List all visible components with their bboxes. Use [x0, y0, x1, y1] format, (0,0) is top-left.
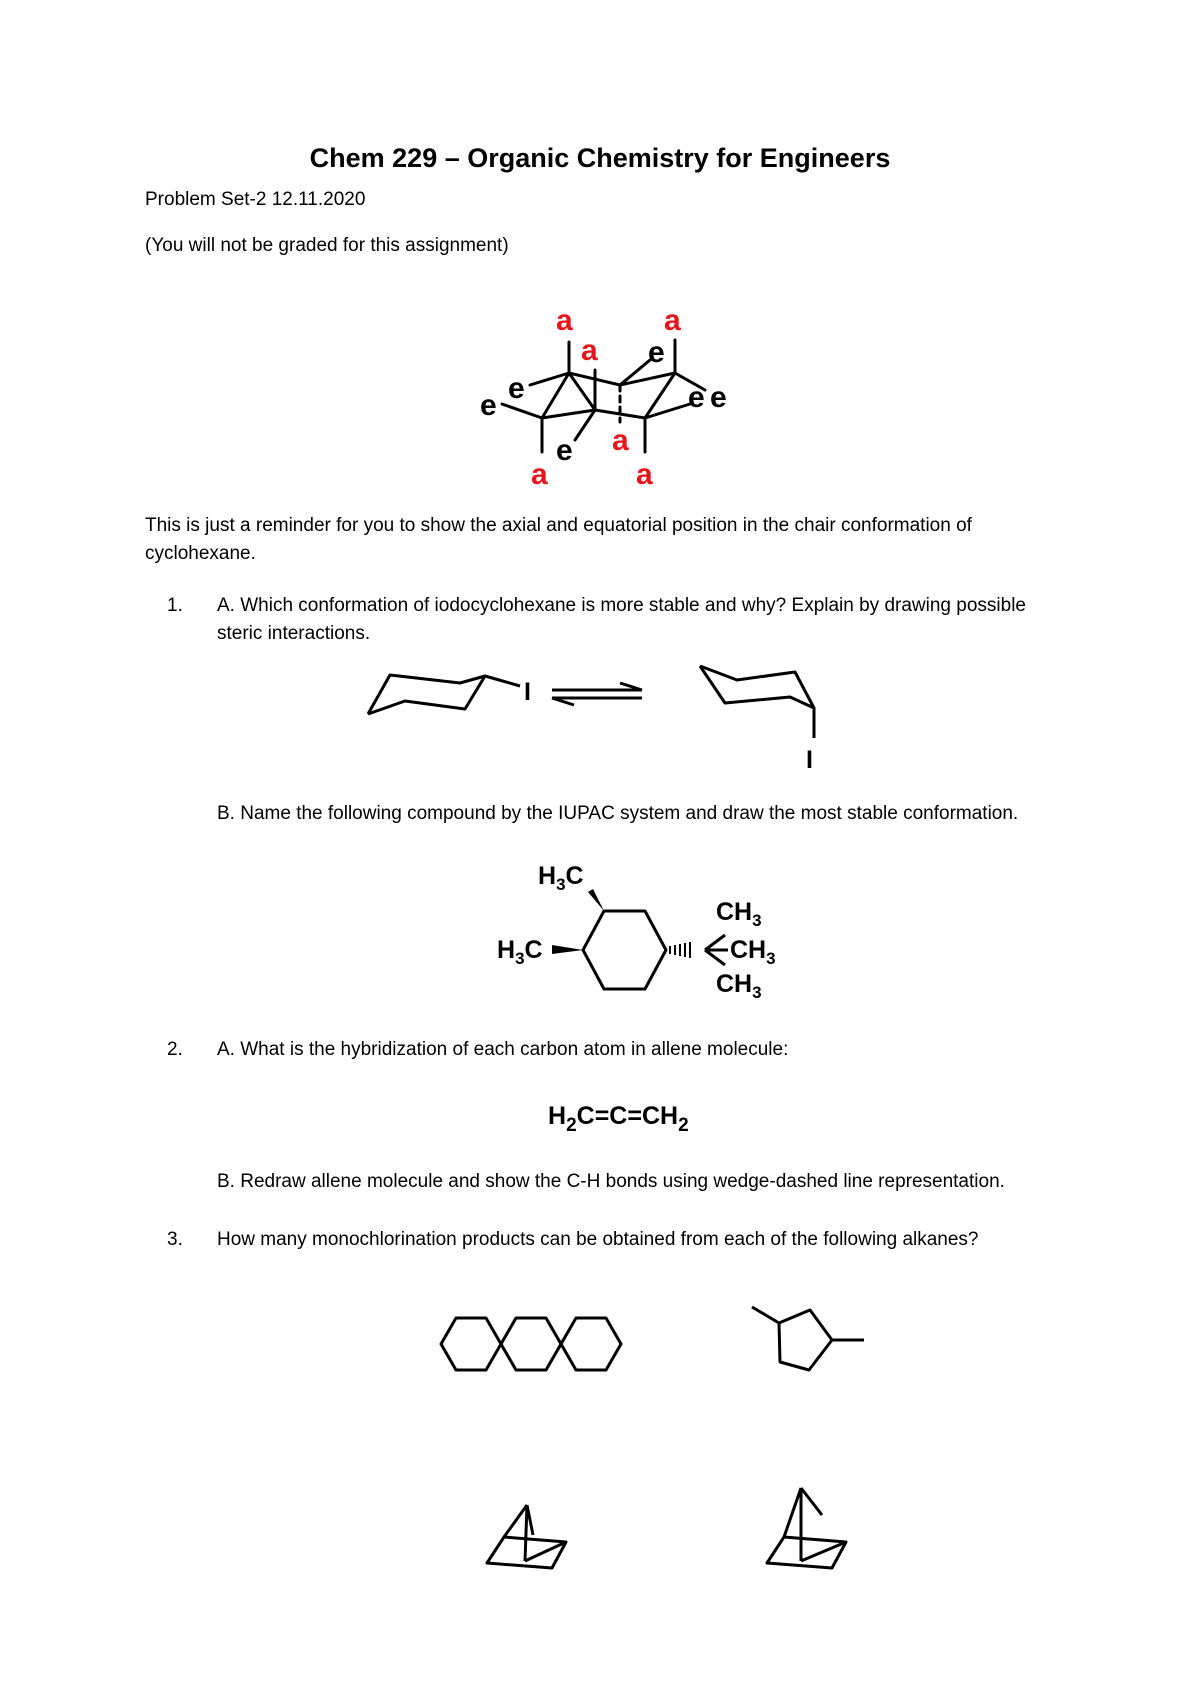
cyclopentane-ring [779, 1310, 832, 1370]
fused-ring [501, 1318, 561, 1370]
question-1a-text: A. Which conformation of iodocyclohexane is more stable and why? Explain by drawing possible steric interactions. [217, 595, 1026, 644]
grading-note: (You will not be graded for this assignment) [145, 235, 509, 256]
methyl-bond [752, 1307, 779, 1323]
axial-label: a [612, 424, 629, 457]
problem-set-date: Problem Set-2 12.11.2020 [145, 189, 366, 210]
norbornane-bond [525, 1505, 527, 1561]
axial-label: a [556, 304, 573, 337]
norbornane-bond [504, 1505, 527, 1537]
equatorial-label: e [688, 381, 705, 414]
methyl-label: $H_3C$ [497, 936, 543, 968]
equatorial-label: e [556, 434, 573, 467]
tbutyl-methyl-label: $CH_3$ [730, 936, 776, 968]
tbutyl-methyl-label: $CH_3$ [716, 898, 762, 930]
question-3-text: How many monochlorination products can be obtained from each of the following alkanes? [217, 1229, 979, 1250]
tbutyl-methyl-label: $CH_3$ [716, 970, 762, 1002]
equatorial-label: e [508, 372, 525, 405]
equatorial-label: e [710, 381, 727, 414]
question-1-number: 1. [167, 595, 183, 616]
axial-label: a [636, 458, 653, 491]
svg-text:H2C=C=CH2: $H_2C=C=CH_2$ [548, 1102, 689, 1136]
reminder-text: This is just a reminder for you to show the axial and equatorial position in the chair conformation of cyclohexane. [145, 515, 972, 564]
question-2a-text: A. What is the hybridization of each carbon atom in allene molecule: [217, 1039, 789, 1060]
axial-label: a [581, 334, 598, 367]
equatorial-label: e [480, 389, 497, 422]
question-3-number: 3. [167, 1229, 183, 1250]
question-2-number: 2. [167, 1039, 183, 1060]
axial-label: a [531, 458, 548, 491]
methyl-label: $H_3C$ [538, 862, 584, 894]
fused-ring [441, 1318, 501, 1370]
equatorial-label: e [648, 336, 665, 369]
norbornane-bond [801, 1488, 822, 1515]
norbornane-base [767, 1537, 846, 1568]
question-2b-text: B. Redraw allene molecule and show the C-H bonds using wedge-dashed line representation. [217, 1171, 1005, 1192]
norbornane-bond [784, 1488, 801, 1537]
question-1b-text: B. Name the following compound by the IUPAC system and draw the most stable conformation. [217, 803, 1019, 824]
page-title: Chem 229 – Organic Chemistry for Engineers [309, 143, 891, 173]
fused-ring [561, 1318, 621, 1370]
axial-label: a [664, 304, 681, 337]
iodine-label: I [806, 746, 813, 774]
iodine-label: I [524, 678, 531, 706]
